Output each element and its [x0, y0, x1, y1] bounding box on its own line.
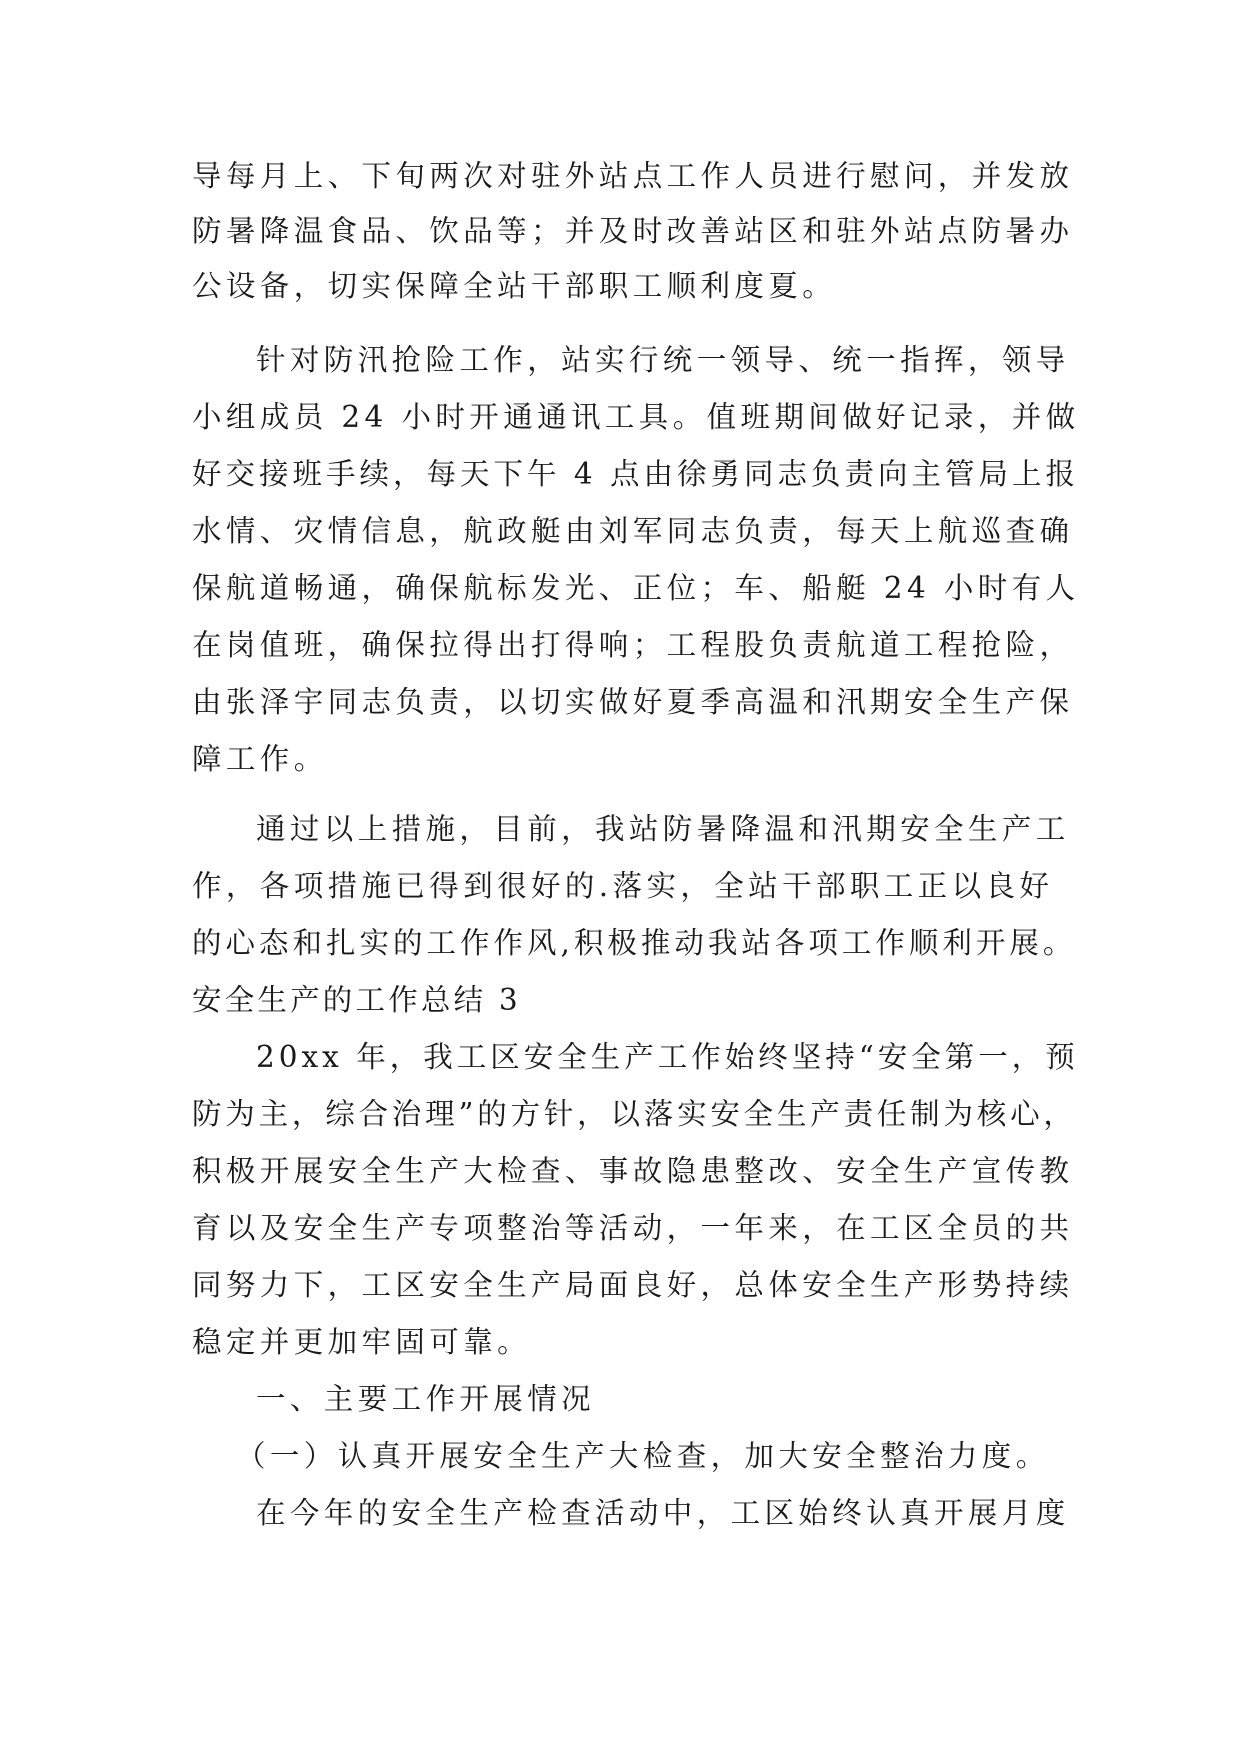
text-line: 防暑降温食品、饮品等；并及时改善站区和驻外站点防暑办 [192, 214, 1074, 248]
text-line: 20xx 年，我工区安全生产工作始终坚持“安全第一，预 [256, 1040, 1079, 1074]
text-line: 导每月上、下旬两次对驻外站点工作人员进行慰问，并发放 [192, 159, 1074, 193]
text-line: 作，各项措施已得到很好的.落实，全站干部职工正以良好 [192, 869, 1054, 903]
subsection-heading: （一）认真开展安全生产大检查，加大安全整治力度。 [236, 1439, 1050, 1473]
section-heading: 安全生产的工作总结 3 [192, 983, 521, 1017]
text-line: 障工作。 [192, 742, 328, 776]
text-line: 稳定并更加牢固可靠。 [192, 1325, 532, 1359]
text-line: 育以及安全生产专项整治等活动，一年来，在工区全员的共 [192, 1211, 1074, 1245]
text-line: 小组成员 24 小时开通通讯工具。值班期间做好记录，并做 [192, 400, 1080, 434]
text-line: 公设备，切实保障全站干部职工顺利度夏。 [192, 269, 837, 303]
text-line: 同努力下，工区安全生产局面良好，总体安全生产形势持续 [192, 1268, 1074, 1302]
text-line: 在今年的安全生产检查活动中，工区始终认真开展月度 [256, 1496, 1070, 1530]
text-line: 通过以上措施，目前，我站防暑降温和汛期安全生产工 [256, 812, 1070, 846]
text-line: 积极开展安全生产大检查、事故隐患整改、安全生产宣传教 [192, 1154, 1074, 1188]
text-line: 在岗值班，确保拉得出打得响；工程股负责航道工程抢险， [192, 628, 1074, 662]
text-line: 由张泽宇同志负责，以切实做好夏季高温和汛期安全生产保 [192, 685, 1074, 719]
text-line: 水情、灾情信息，航政艇由刘军同志负责，每天上航巡查确 [192, 514, 1074, 548]
subsection-heading: 一、主要工作开展情况 [256, 1382, 596, 1416]
text-line: 保航道畅通，确保航标发光、正位；车、船艇 24 小时有人 [192, 571, 1080, 605]
text-line: 好交接班手续，每天下午 4 点由徐勇同志负责向主管局上报 [192, 457, 1080, 491]
text-line: 的心态和扎实的工作作风,积极推动我站各项工作顺利开展。 [192, 926, 1077, 960]
text-line: 防为主，综合治理”的方针，以落实安全生产责任制为核心， [192, 1097, 1077, 1131]
text-line: 针对防汛抢险工作，站实行统一领导、统一指挥，领导 [256, 343, 1070, 377]
